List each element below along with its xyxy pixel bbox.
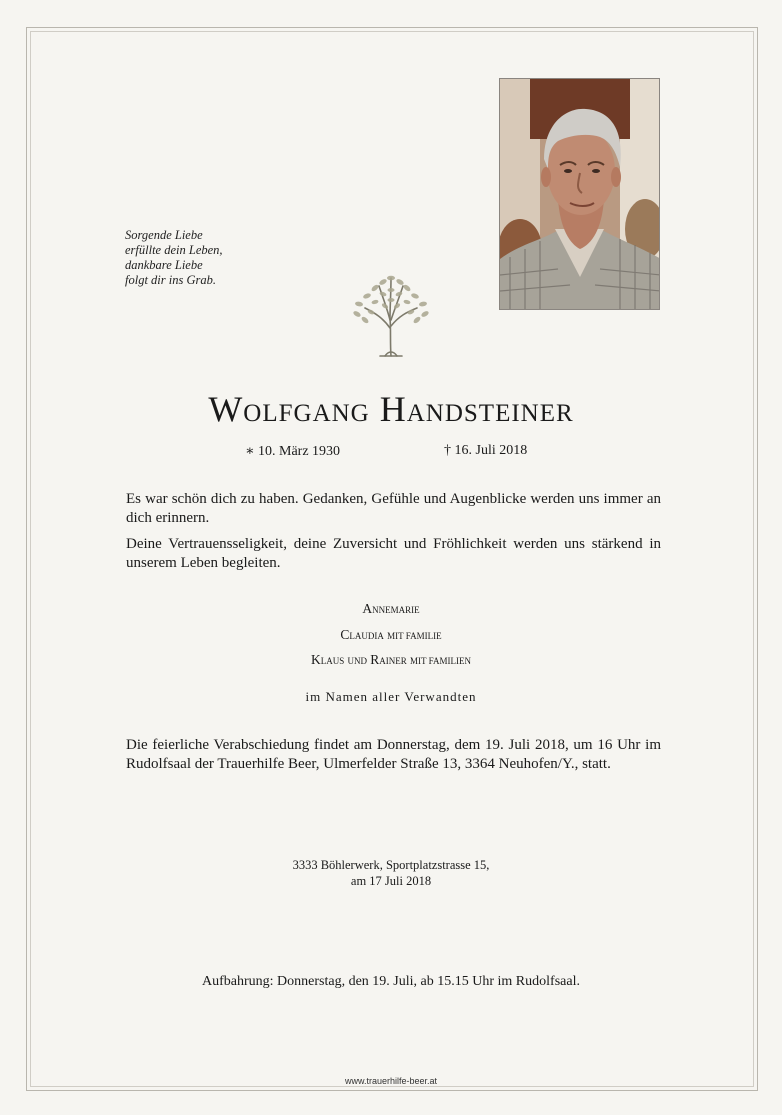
family-line xyxy=(0,627,782,643)
address-date: am 17 Juli 2018 xyxy=(350,874,432,888)
website-link[interactable]: www.trauerhilfe-beer.at xyxy=(344,1076,438,1086)
ceremony-paragraph: Die feierliche Verabschiedung findet am Donnerstag, dem 19. Juli 2018, um 16 Uhr im Rudolfsaal der Trauerhilfe Beer, Ulmerfelder Straße 13, 3364 Neuhofen/Y., statt. xyxy=(126,737,661,772)
memorial-paragraph: Es war schön dich zu haben. Gedanken, Gefühle und Augenblicke werden uns immer an dich erinnern. xyxy=(126,491,661,526)
portrait-photo xyxy=(499,78,660,310)
family-name: Rainer xyxy=(370,652,407,667)
birth-star-icon: ∗ xyxy=(245,444,255,459)
family-line xyxy=(0,601,782,617)
verse-line: Sorgende Liebe xyxy=(125,228,203,242)
family-name: Klaus xyxy=(311,652,345,667)
viewing-info: Aufbahrung: Donnerstag, den 19. Juli, ab 15.15 Uhr im Rudolfsaal. xyxy=(202,974,580,989)
birth-date xyxy=(245,443,340,460)
death-date xyxy=(444,443,527,459)
family-line xyxy=(0,652,782,668)
address-line: 3333 Böhlerwerk, Sportplatzstrasse 15, xyxy=(292,858,490,872)
death-cross-icon: † xyxy=(444,443,451,458)
deceased-name: Wolfgang Handsteiner xyxy=(208,389,574,429)
family-join: UND xyxy=(347,656,368,666)
memorial-paragraph: Deine Vertrauensseligkeit, deine Zuversicht und Fröhlichkeit werden uns stärkend in unserem Leben begleiten. xyxy=(126,536,661,571)
verse xyxy=(125,228,325,288)
family-name: Claudia xyxy=(340,627,384,642)
verse-line: erfüllte dein Leben, xyxy=(125,243,223,257)
family-suffix: MIT FAMILIE xyxy=(387,631,442,641)
family-name: Annemarie xyxy=(362,601,420,616)
birth-date-text: 10. März 1930 xyxy=(258,444,341,459)
relatives-line: im Namen aller Verwandten xyxy=(305,689,477,704)
tree-of-life-icon xyxy=(345,268,437,360)
death-date-text: 16. Juli 2018 xyxy=(454,443,528,458)
verse-line: folgt dir ins Grab. xyxy=(125,273,216,287)
family-suffix: MIT FAMILIEN xyxy=(410,656,471,666)
verse-line: dankbare Liebe xyxy=(125,258,203,272)
